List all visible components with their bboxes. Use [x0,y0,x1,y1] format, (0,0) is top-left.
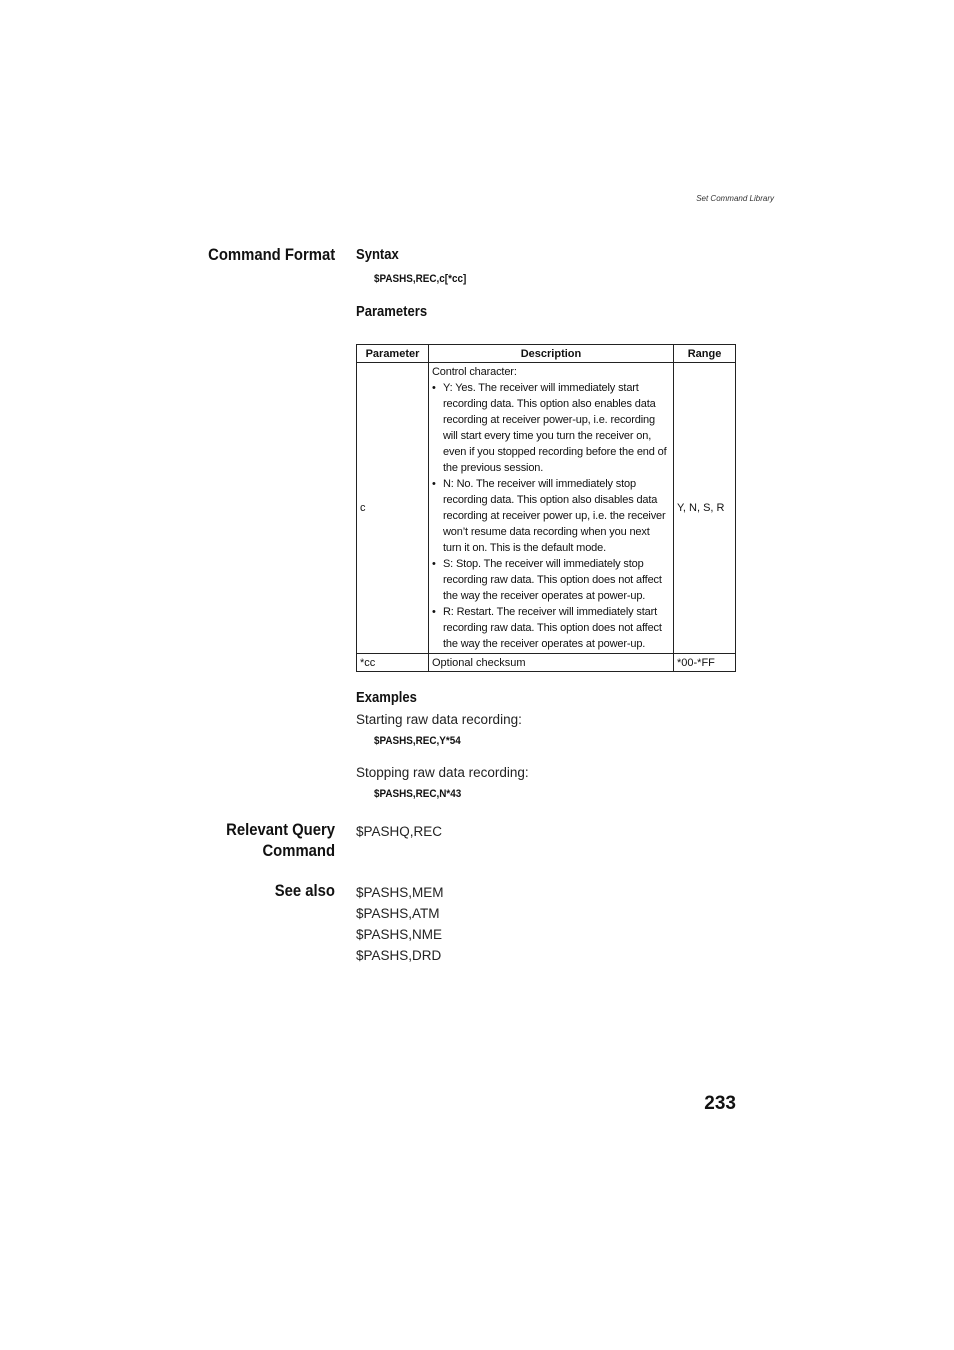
heading-relevant-query-command [226,820,335,862]
syntax-heading: Syntax [356,247,399,263]
example-code: $PASHS,REC,Y*54 [374,735,461,747]
relevant-query-value [356,821,442,842]
list-item: $PASHS,MEM [356,885,444,900]
list-item: $PASHS,DRD [356,948,442,963]
examples-heading: Examples [356,690,417,706]
description-cell: Optional checksum [429,654,674,672]
table-header-row [357,345,736,363]
range-cell: Y, N, S, R [674,363,736,654]
description-cell [429,363,674,654]
list-item: • N: No. The receiver will immediately stop recording data. This option also disables data recording at receiver power up, i.e. the receiver won’t resume data recording when you next turn it on. This is the default mode. [432,476,670,556]
example-label: Stopping raw data recording: [356,765,529,780]
example-label: Starting raw data recording: [356,712,522,727]
running-header: Set Command Library [696,194,774,203]
list-item: • R: Restart. The receiver will immediately start recording raw data. This option does not affect the way the receiver operates at power-up. [432,604,670,652]
heading-see-also: See also [274,882,335,900]
syntax-code: $PASHS,REC,c[*cc] [374,273,467,285]
table-row [357,654,736,672]
list-item: $PASHS,ATM [356,906,440,921]
example-code: $PASHS,REC,N*43 [374,788,462,800]
description-bullet-list [432,380,670,652]
list-item: • Y: Yes. The receiver will immediately start recording data. This option also enables data recording at receiver power-up, i.e. recording will start every time you turn the receiver on, even if you stopped recording before the end of the previous session. [432,380,670,476]
query-command: $PASHQ,REC [356,824,443,839]
description-intro: Control character: [432,366,517,378]
page-number: 233 [704,1093,736,1114]
column-header-description: Description [429,345,674,363]
column-header-parameter: Parameter [357,345,429,363]
heading-line: Relevant Query [226,821,335,839]
heading-command-format: Command Format [207,246,335,264]
parameter-cell: *cc [357,654,429,672]
parameters-table [356,344,736,672]
list-item: • S: Stop. The receiver will immediately stop recording raw data. This option does not affect the way the receiver operates at power-up. [432,556,670,604]
heading-line: Command [262,842,335,860]
range-cell: *00-*FF [674,654,736,672]
parameters-heading: Parameters [356,304,428,320]
list-item: $PASHS,NME [356,927,443,942]
table-row [357,363,736,654]
column-header-range: Range [674,345,736,363]
parameter-cell: c [357,363,429,654]
see-also-list [356,882,444,966]
